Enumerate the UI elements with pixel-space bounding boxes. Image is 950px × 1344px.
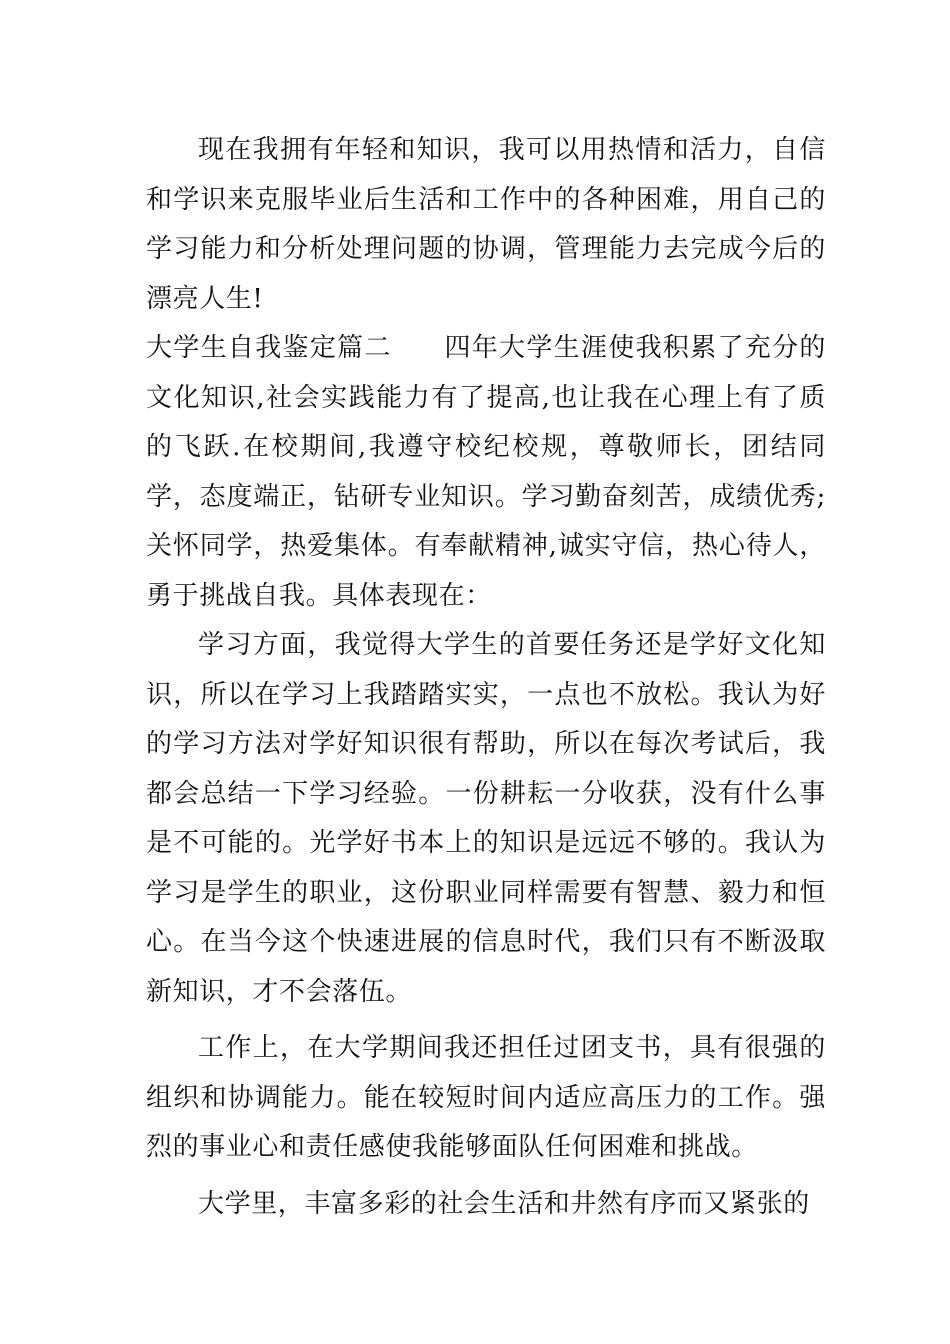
section-heading: 大学生自我鉴定篇二 bbox=[146, 333, 392, 363]
paragraph-university-life: 大学里，丰富多彩的社会生活和井然有序而又紧张的 bbox=[198, 1188, 810, 1219]
paragraph-work: 工作上，在大学期间我还担任过团支书，具有很强的组织和协调能力。能在较短时间内适应高压力的工作。强烈的事业心和责任感使我能够面队任何困难和挑战。 bbox=[146, 1033, 826, 1162]
paragraph-intro: 现在我拥有年轻和知识，我可以用热情和活力，自信和学识来克服毕业后生活和工作中的各种困难，用自己的学习能力和分析处理问题的协调，管理能力去完成今后的漂亮人生! bbox=[146, 135, 826, 314]
paragraph-spacer bbox=[146, 1173, 826, 1180]
paragraph-section-two bbox=[146, 324, 826, 621]
paragraph-study: 学习方面，我觉得大学生的首要任务还是学好文化知识，所以在学习上我踏踏实实，一点也不放松。我认为好的学习方法对学好知识很有帮助，所以在每次考试后，我都会总结一下学习经验。一份耕耘一分收获，没有什么事是不可能的。光学好书本上的知识是远远不够的。我认为学习是学生的职业，这份职业同样需要有智慧、毅力和恒心。在当今这个快速进展的信息时代，我们只有不断汲取新知识，才不会落伍。 bbox=[146, 630, 826, 1007]
document-body bbox=[146, 126, 826, 1229]
section-two-text: 四年大学生涯使我积累了充分的文化知识,社会实践能力有了提高,也让我在心理上有了质的飞跃.在校期间,我遵守校纪校规，尊敬师长，团结同学，态度端正，钻研专业知识。学习勤奋刻苦，成绩优秀;关怀同学，热爱集体。有奉献精神,诚实守信，热心待人，勇于挑战自我。具体表现在： bbox=[146, 333, 826, 611]
paragraph-spacer bbox=[146, 1017, 826, 1024]
